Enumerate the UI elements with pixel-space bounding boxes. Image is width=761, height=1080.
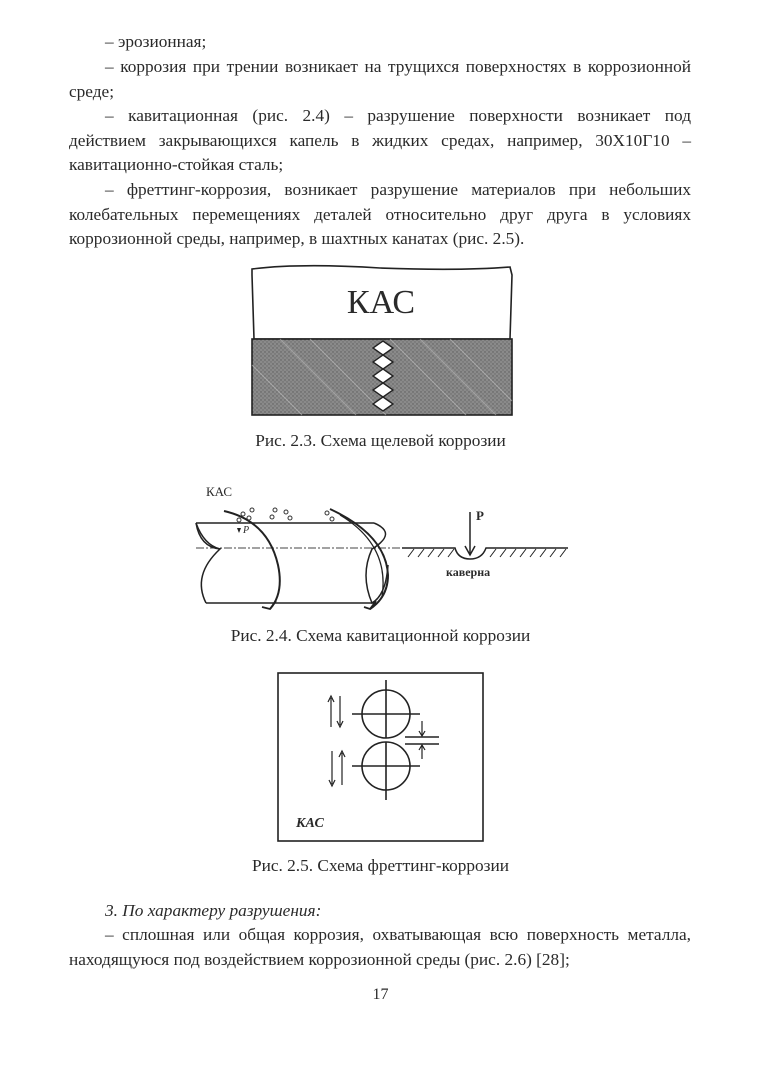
figure-fretting-corrosion [270,665,490,845]
paragraph-erosion: – эрозионная; [105,32,207,51]
page-number: 17 [372,986,389,1003]
figure-label-kas: КАС [206,484,233,499]
figure-caption-2-4: Рис. 2.4. Схема кавитационной коррозии [230,626,531,645]
paragraph-friction-corrosion: – коррозия при трении возникает на трущихся поверхностях в коррозионной среде; [69,57,691,101]
figure-caption-2-3: Рис. 2.3. Схема щелевой коррозии [255,431,506,450]
figure-cavitation-corrosion [190,475,580,615]
figure-crevice-corrosion [240,255,530,425]
label-cavern: каверна [446,565,491,579]
paragraph-fretting: – фреттинг-коррозия, возникает разрушение материалов при небольших колебательных перемещениях деталей относительно друг друга в условиях коррозионной среды, например, в шахтных канатах (рис. 2.5). [69,180,691,248]
label-p-force: P [476,508,484,523]
paragraph-general-corrosion: – сплошная или общая коррозия, охватывающая всю поверхность металла, находящуюся под воздействием коррозионной среды (рис. 2.6) [28]; [69,925,691,969]
paragraph-cavitation: – кавитационная (рис. 2.4) – разрушение поверхности возникает под действием закрывающихся капель в жидких средах, например, 30Х10Г10 – кавитационно-стойкая сталь; [69,106,691,174]
figure-caption-2-5: Рис. 2.5. Схема фреттинг-коррозии [252,856,509,875]
section-heading: 3. По характеру разрушения: [105,901,322,920]
figure-label-kas: КАС [346,284,416,321]
figure-label-kas: КАС [296,816,324,831]
label-p-small: P [243,525,250,536]
